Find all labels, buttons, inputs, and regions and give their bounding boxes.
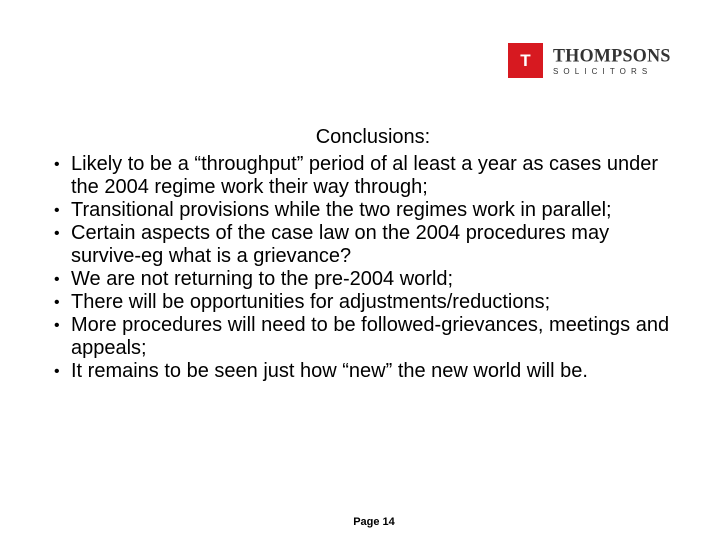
bullet-text: More procedures will need to be followed-grievances, meetings and appeals; — [71, 314, 670, 359]
logo-subtitle: SOLICITORS — [553, 66, 653, 76]
bullet-icon: • — [54, 271, 60, 288]
logo-wordmark — [553, 46, 671, 76]
bullet-icon: • — [54, 156, 60, 173]
bullet-item — [54, 360, 684, 383]
page-number: Page 14 — [353, 516, 395, 528]
slide-heading: Conclusions: — [315, 126, 431, 148]
bullet-item — [54, 153, 684, 199]
bullet-item — [54, 291, 684, 314]
bullet-text: Transitional provisions while the two regimes work in parallel; — [71, 199, 612, 221]
bullet-icon: • — [54, 225, 60, 242]
company-logo — [508, 43, 671, 78]
bullet-icon: • — [54, 294, 60, 311]
bullet-text: We are not returning to the pre-2004 world; — [71, 268, 454, 290]
bullet-text: Certain aspects of the case law on the 2004 procedures may survive-eg what is a grievance? — [71, 222, 610, 267]
bullet-icon: • — [54, 202, 60, 219]
bullet-list — [54, 153, 684, 383]
bullet-text: There will be opportunities for adjustments/reductions; — [71, 291, 551, 313]
bullet-item — [54, 222, 684, 268]
bullet-text: Likely to be a “throughput” period of al least a year as cases under the 2004 regime work their way through; — [71, 153, 659, 198]
bullet-text: It remains to be seen just how “new” the new world will be. — [71, 360, 588, 382]
bullet-item — [54, 268, 684, 291]
bullet-item — [54, 314, 684, 360]
logo-name: THOMPSONS — [553, 44, 671, 65]
logo-mark: T — [508, 43, 543, 78]
bullet-icon: • — [54, 363, 60, 380]
bullet-icon: • — [54, 317, 60, 334]
bullet-item — [54, 199, 684, 222]
